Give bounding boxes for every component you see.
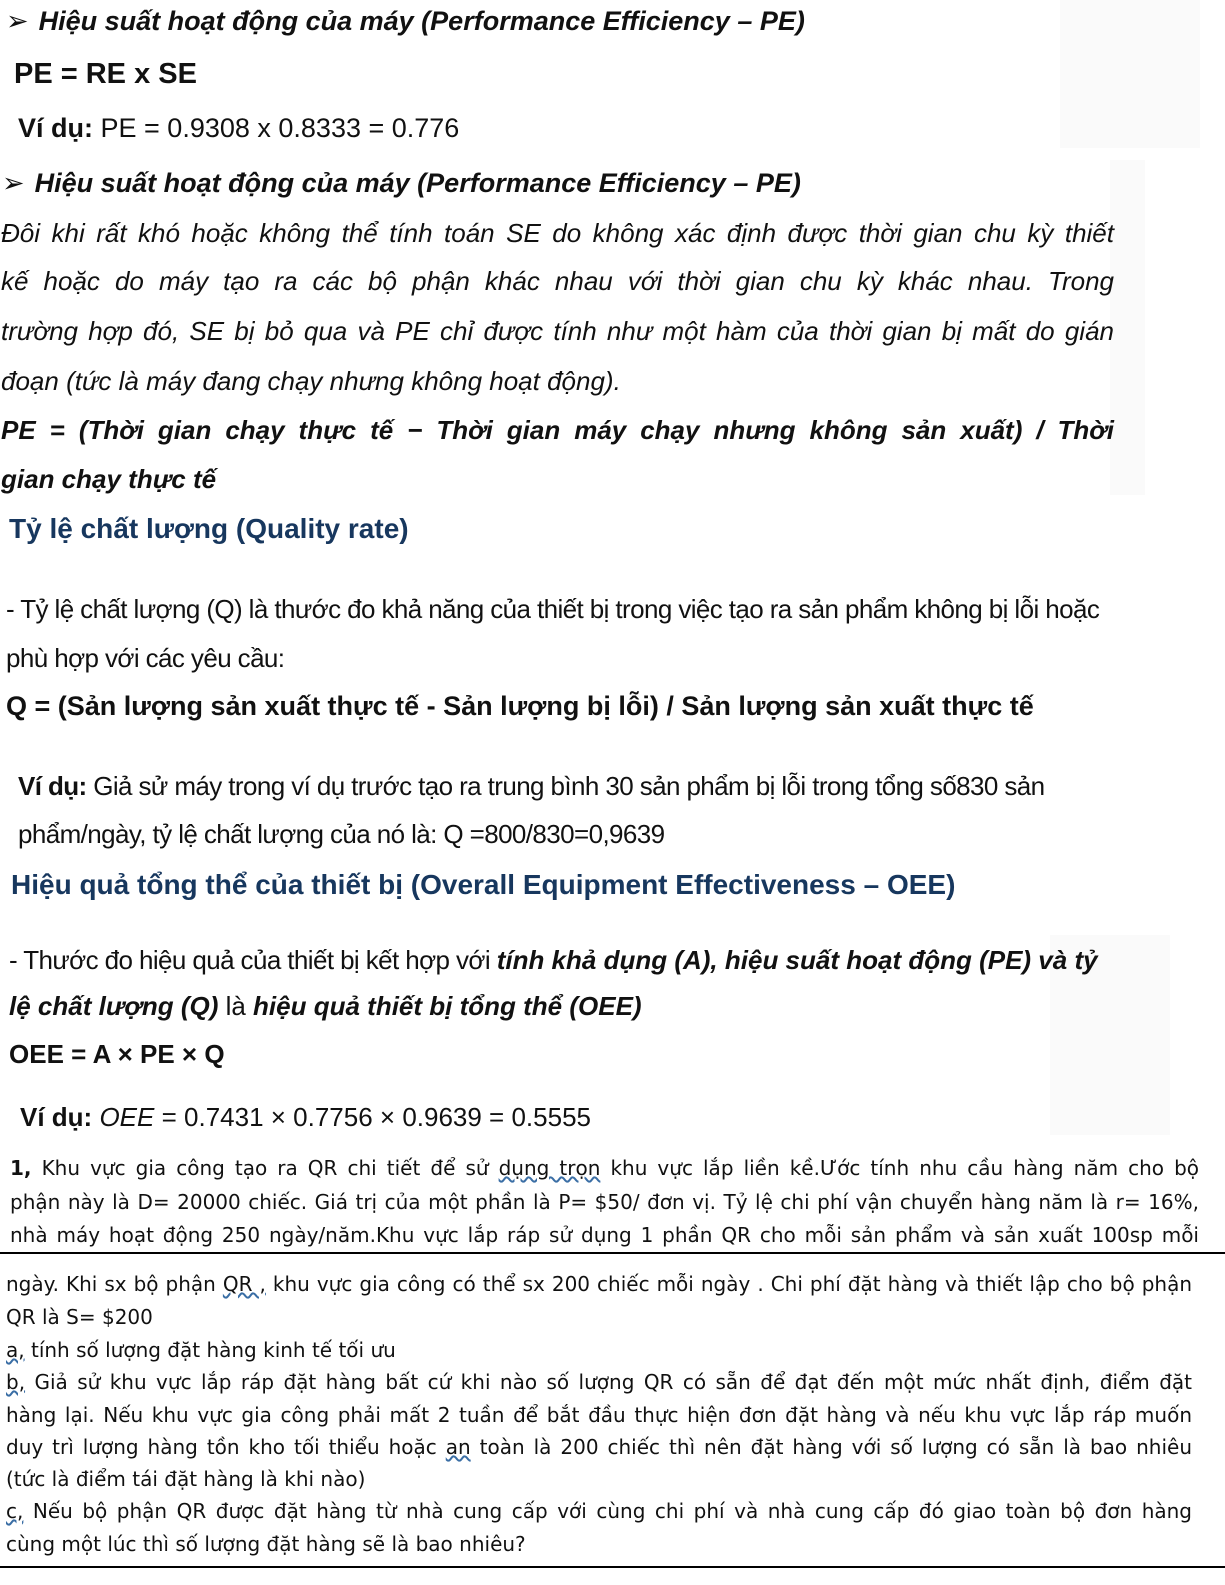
section-heading: Tỷ lệ chất lượng (Quality rate)	[9, 513, 409, 544]
paragraph-line: phù hợp với các yêu cầu:	[6, 643, 285, 673]
example-text: PE = 0.9308 x 0.8333 = 0.776	[100, 113, 460, 143]
exercise-line	[6, 1338, 396, 1362]
example-line	[18, 771, 1045, 802]
exercise-line: phận này là D= 20000 chiếc. Giá trị của một phần là P= $50/ đơn vị. Tỷ lệ chi phí vận chuyển hàng năm là r= 16%,	[10, 1190, 1199, 1214]
exercise-line: (tức là điểm tái đặt hàng là khi nào)	[6, 1467, 366, 1491]
heading-text: Hiệu suất hoạt động của máy (Performance Efficiency – PE)	[34, 168, 801, 198]
example	[18, 113, 459, 144]
example-line: phẩm/ngày, tỷ lệ chất lượng của nó là: Q =800/830=0,9639	[18, 819, 665, 849]
spellcheck-text: b,	[6, 1370, 26, 1394]
image-separator	[0, 1566, 1225, 1568]
arrow-bullet-icon: ➢	[6, 6, 29, 36]
exercise-line: nhà máy hoạt động 250 ngày/năm.Khu vực lắp ráp sử dụng 1 phần QR cho mỗi sản phẩm và sản xuất 100sp mỗi	[10, 1223, 1199, 1247]
exercise-line	[6, 1435, 1192, 1459]
text-run: ngày. Khi sx bộ phận	[6, 1272, 223, 1296]
paragraph-line: - Tỷ lệ chất lượng (Q) là thước đo khả năng của thiết bị trong việc tạo ra sản phẩm không bị lỗi hoặc	[6, 594, 1100, 624]
image-separator	[0, 1252, 1225, 1254]
emphasis-run: lệ chất lượng (Q)	[9, 991, 219, 1021]
example-text: Giả sử máy trong ví dụ trước tạo ra trung bình 30 sản phẩm bị lỗi trong tổng số830 sản	[93, 771, 1045, 801]
background-panel	[1060, 0, 1200, 148]
text-run: là	[218, 991, 254, 1021]
exercise-line	[10, 1156, 1199, 1180]
exercise-number: 1,	[10, 1156, 32, 1180]
text-run: Giả sử khu vực lắp ráp đặt hàng bất cứ khi nào số lượng QR có sẵn để đạt đến một mức nhất định, điểm đặt	[25, 1370, 1192, 1394]
exercise-line: hàng lại. Nếu khu vực gia công phải mất 2 tuần để bắt đầu thực hiện đơn đặt hàng và nếu khu vực lắp ráp muốn	[6, 1403, 1192, 1427]
paragraph-line: kế hoặc do máy tạo ra các bộ phận khác nhau với thời gian chu kỳ khác nhau. Trong	[1, 266, 1114, 296]
background-panel	[1110, 160, 1145, 495]
formula: Q = (Sản lượng sản xuất thực tế - Sản lượng bị lỗi) / Sản lượng sản xuất thực tế	[6, 691, 1034, 721]
formula: OEE = A × PE × Q	[9, 1039, 225, 1069]
emphasis-run: tính khả dụng (A), hiệu suất hoạt động (PE) và tỷ	[496, 945, 1098, 975]
text-run: Khu vực gia công tạo ra QR chi tiết để sử	[31, 1156, 499, 1180]
spellcheck-text: an	[445, 1435, 471, 1459]
exercise-line: cùng một lúc thì số lượng đặt hàng sẽ là bao nhiêu?	[6, 1532, 526, 1556]
paragraph-line: đoạn (tức là máy đang chạy nhưng không hoạt động).	[1, 366, 621, 396]
formula: PE = RE x SE	[14, 58, 197, 90]
example-text: = 0.7431 × 0.7756 × 0.9639 = 0.5555	[154, 1102, 591, 1132]
text-run: khu vực gia công có thể sx 200 chiếc mỗi ngày . Chi phí đặt hàng và thiết lập cho bộ phận	[265, 1272, 1193, 1296]
example-var: OEE	[99, 1102, 155, 1132]
paragraph-line	[9, 945, 1098, 976]
paragraph-line: trường hợp đó, SE bị bỏ qua và PE chỉ được tính như một hàm của thời gian bị mất do gián	[1, 316, 1114, 346]
exercise-line	[6, 1499, 1192, 1523]
section-heading	[6, 6, 805, 37]
example-label: Ví dụ:	[18, 113, 93, 143]
section-heading	[2, 168, 801, 199]
spellcheck-text: dụng trọn	[498, 1156, 601, 1180]
exercise-line: QR là S= $200	[6, 1305, 153, 1329]
heading-text: Hiệu suất hoạt động của máy (Performance Efficiency – PE)	[38, 6, 805, 36]
text-run: Nếu bộ phận QR được đặt hàng từ nhà cung cấp với cùng chi phí và nhà cung cấp đó giao toàn bộ đơn hàng	[23, 1499, 1192, 1523]
paragraph-line	[9, 991, 642, 1022]
text-run: toàn là 200 chiếc thì nên đặt hàng với số lượng có sẵn là bao nhiêu	[470, 1435, 1192, 1459]
exercise-line	[6, 1272, 1192, 1296]
spellcheck-text: c,	[6, 1499, 24, 1523]
example	[20, 1102, 591, 1133]
text-run: khu vực lắp liền kề.Ước tính nhu cầu hàng năm cho bộ	[600, 1156, 1200, 1180]
emphasis-run: hiệu quả thiết bị tổng thể (OEE)	[253, 991, 642, 1021]
paragraph-line: Đôi khi rất khó hoặc không thể tính toán SE do không xác định được thời gian chu kỳ thiết	[1, 218, 1114, 248]
formula-line: gian chạy thực tế	[1, 464, 217, 494]
exercise-line	[6, 1370, 1192, 1394]
section-heading: Hiệu quả tổng thể của thiết bị (Overall Equipment Effectiveness – OEE)	[11, 869, 956, 900]
arrow-bullet-icon: ➢	[2, 168, 25, 198]
text-run: tính số lượng đặt hàng kinh tế tối ưu	[24, 1338, 396, 1362]
example-label: Ví dụ:	[20, 1102, 93, 1132]
spellcheck-text: QR ,	[222, 1272, 266, 1296]
example-label: Ví dụ:	[18, 771, 87, 801]
formula-line: PE = (Thời gian chạy thực tế − Thời gian máy chạy nhưng không sản xuất) / Thời	[1, 415, 1114, 445]
text-run: duy trì lượng hàng tồn kho tối thiểu hoặc	[6, 1435, 446, 1459]
spellcheck-text: a,	[6, 1338, 25, 1362]
text-run: - Thước đo hiệu quả của thiết bị kết hợp với	[9, 945, 497, 975]
